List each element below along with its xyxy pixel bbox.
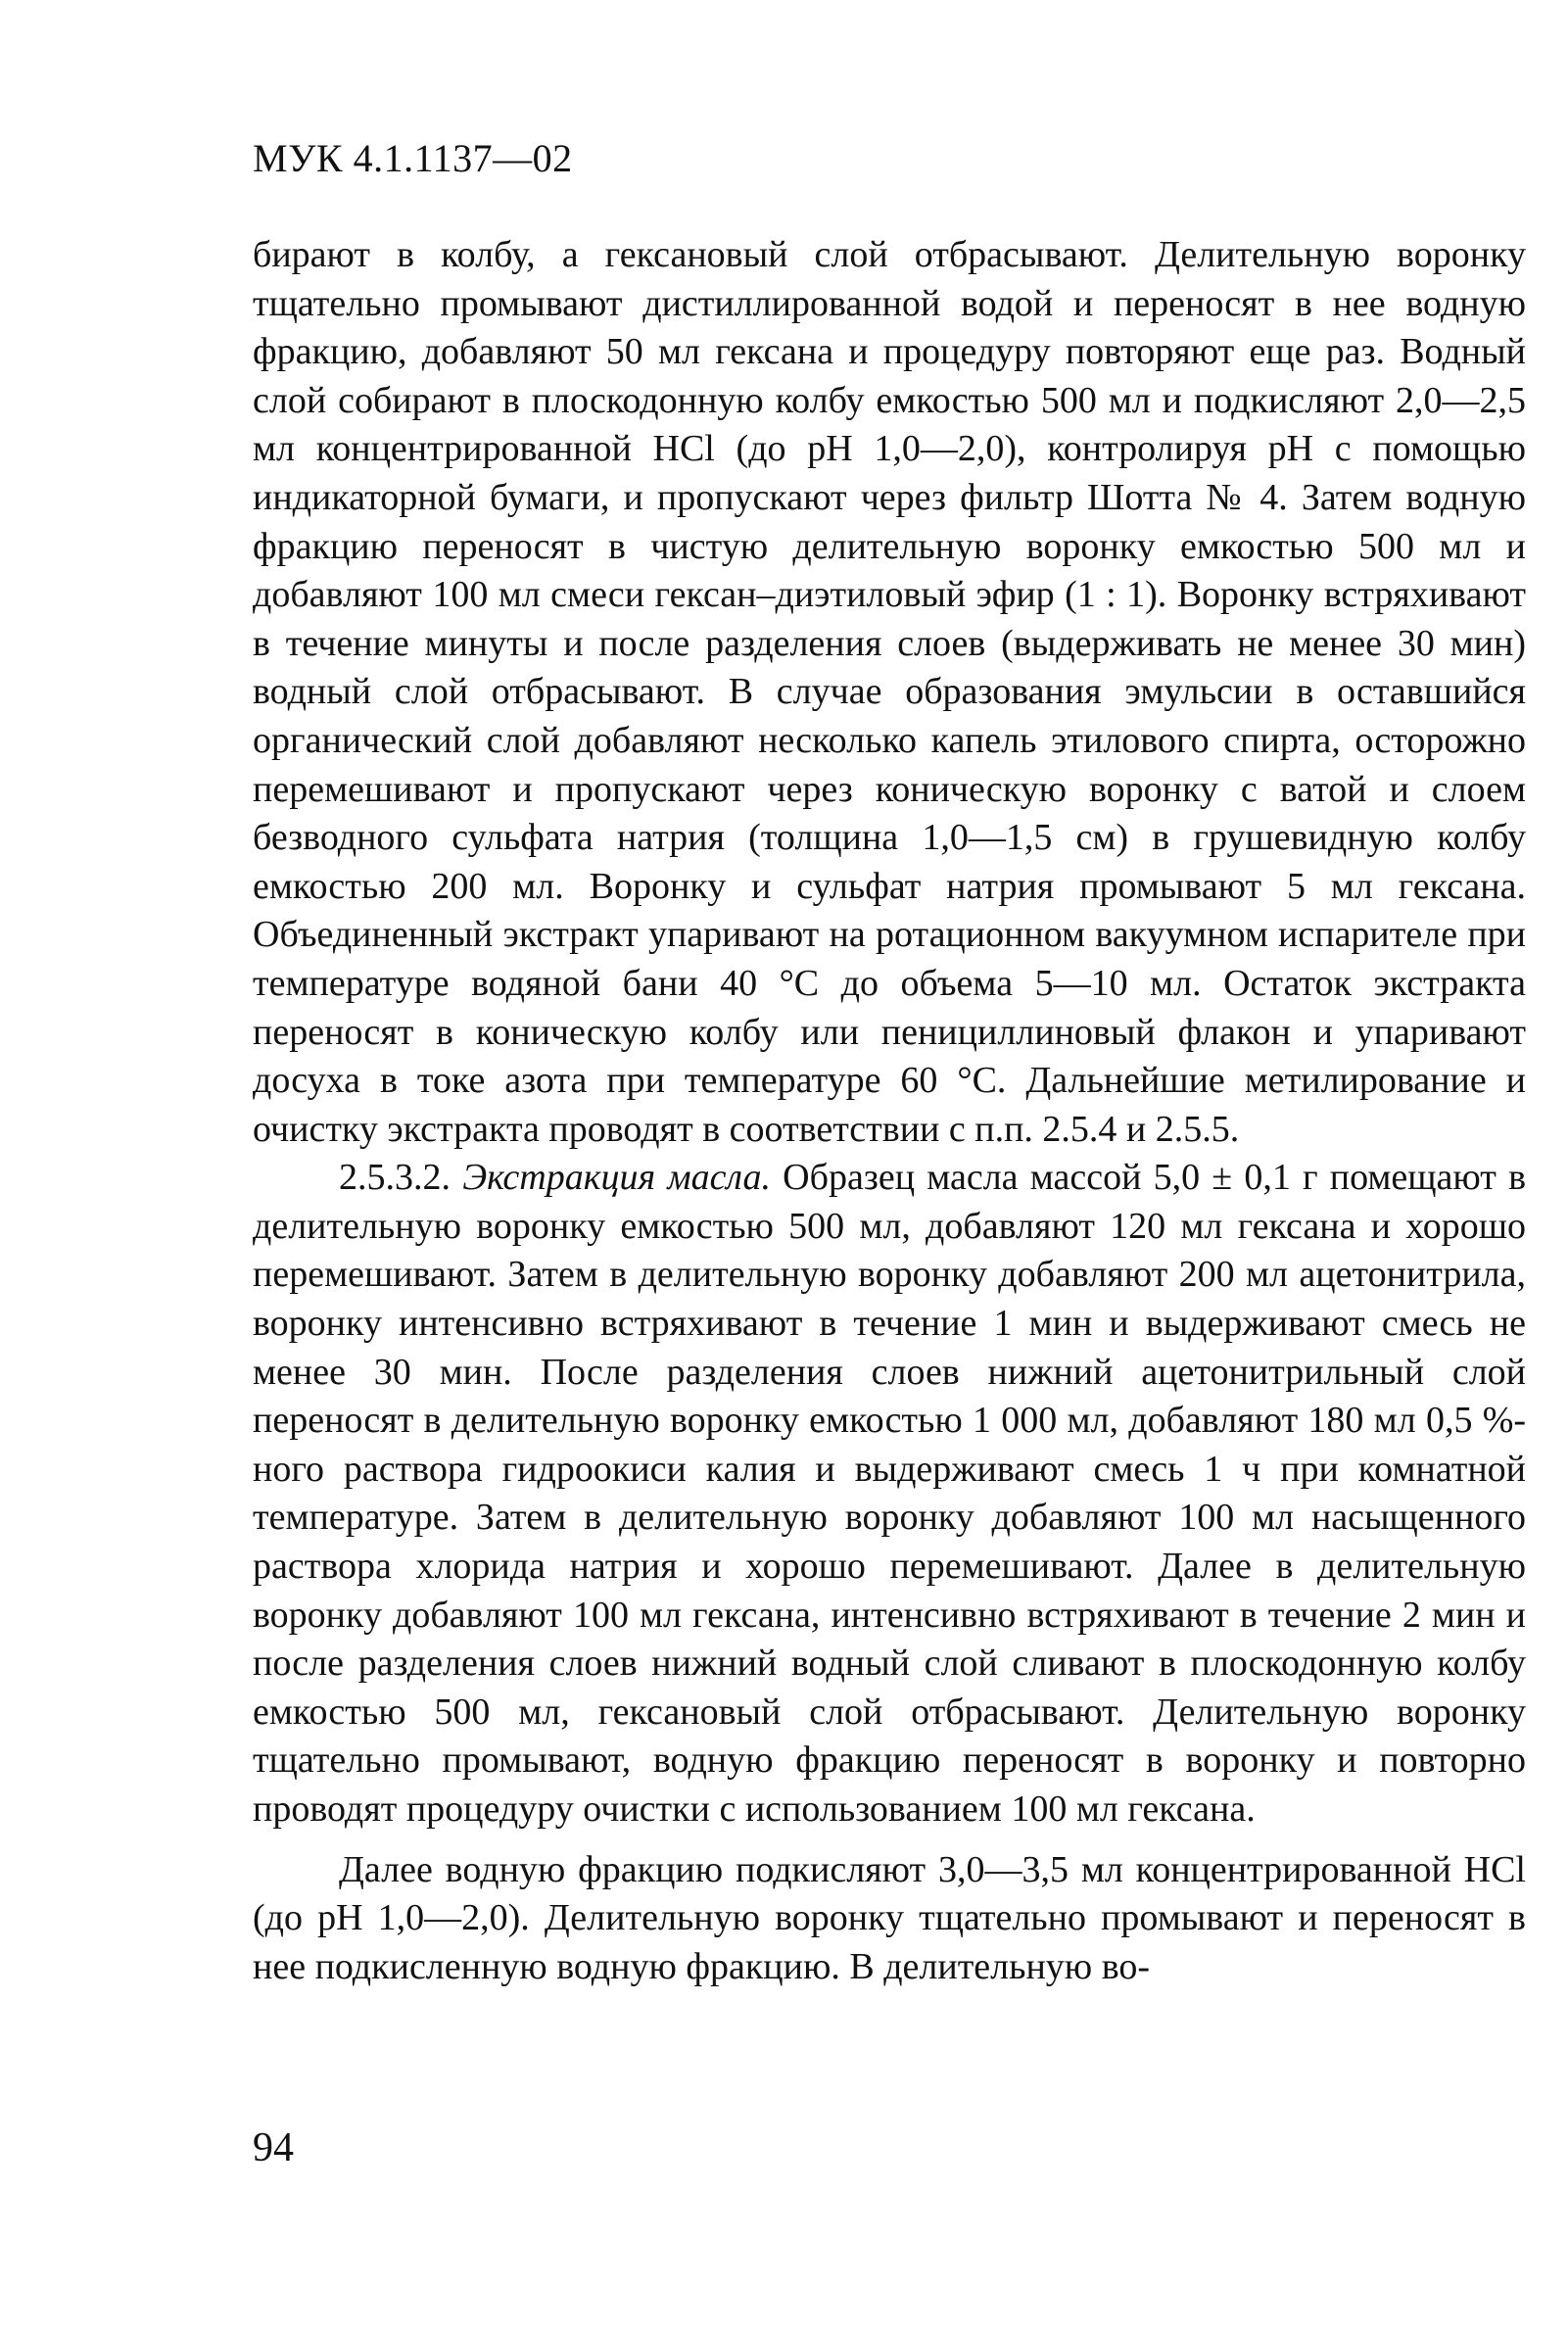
section-text: Образец масла массой 5,0 ± 0,1 г помещают в делительную воронку емкостью 500 мл, добавляют 120 мл гексана и хорошо перемешивают. Затем в делительную воронку добавляют 200 мл ацетонитрила, воронку интенсивно встряхивают в течение 1 мин и выдерживают смесь не менее 30 мин. После разделения слоев нижний ацетонитрильный слой переносят в делительную воронку емкостью 1 000 мл, добавляют 180 мл 0,5 %-ного раствора гидроокиси калия и выдерживают смесь 1 ч при комнатной температуре. Затем в делительную воронку добавляют 100 мл насыщенного раствора хлорида натрия и хорошо перемешивают. Далее в делительную воронку добавляют 100 мл гексана, интенсивно встряхивают в течение 2 мин и после разделения слоев нижний водный слой сливают в плоскодонную колбу емкостью 500 мл, гексановый слой отбрасывают. Делительную воронку тщательно промывают, водную фракцию переносят в воронку и повторно проводят процедуру очистки с использованием 100 мл гексана. — [253, 1157, 1527, 1830]
paragraph-continuation: бирают в колбу, а гексановый слой отбрасывают. Делительную воронку тщательно промывают дистиллированной водой и переносят в нее водную фракцию, добавляют 50 мл гексана и процедуру повторяют еще раз. Водный слой собирают в плоскодонную колбу емкостью 500 мл и подкисляют 2,0—2,5 мл концентрированной HCl (до pH 1,0—2,0), контролируя pH с помощью индикаторной бумаги, и пропускают через фильтр Шотта № 4. Затем водную фракцию переносят в чистую делительную воронку емкостью 500 мл и добавляют 100 мл смеси гексан–диэтиловый эфир (1 : 1). Воронку встряхивают в течение минуты и после разделения слоев (выдерживать не менее 30 мин) водный слой отбрасывают. В случае образования эмульсии в оставшийся органический слой добавляют несколько капель этилового спирта, осторожно перемешивают и пропускают через коническую воронку с ватой и слоем безводного сульфата натрия (толщина 1,0—1,5 см) в грушевидную колбу емкостью 200 мл. Воронку и сульфат натрия промывают 5 мл гексана. Объединенный экстракт упаривают на ротационном вакуумном испарителе при температуре водяной бани 40 °С до объема 5—10 мл. Остаток экстракта переносят в коническую колбу или пенициллиновый флакон и упаривают досуха в токе азота при температуре 60 °С. Дальнейшие метилирование и очистку экстракта проводят в соответствии с п.п. 2.5.4 и 2.5.5. — [253, 234, 1526, 1150]
section-heading: Экстракция масла. — [462, 1157, 771, 1199]
page-number: 94 — [253, 2125, 294, 2170]
body-text — [253, 231, 1526, 1991]
paragraph-acidification: Далее водную фракцию подкисляют 3,0—3,5 мл концентрированной HCl (до pH 1,0—2,0). Делительную воронку тщательно промывают и переносят в нее подкисленную водную фракцию. В делительную во- — [253, 1848, 1526, 1987]
paragraph-section-2-5-3-2 — [253, 1154, 1526, 1834]
section-number: 2.5.3.2. — [339, 1157, 451, 1199]
running-header: МУК 4.1.1137—02 — [253, 136, 573, 180]
